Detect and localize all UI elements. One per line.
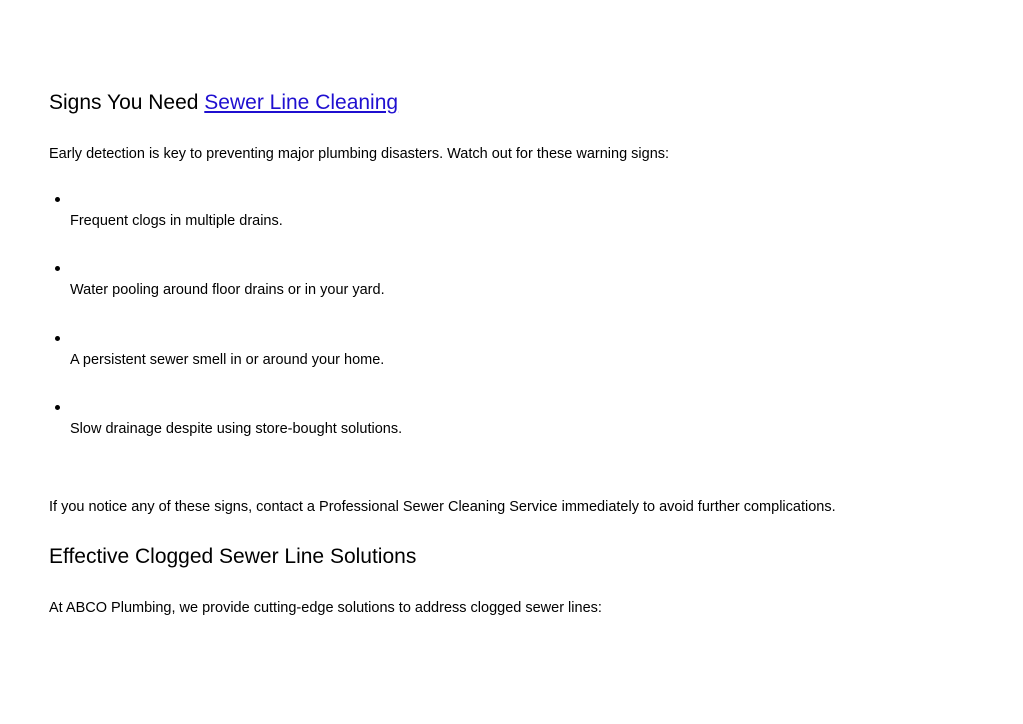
heading-signs [49, 89, 398, 117]
signs-closing: If you notice any of these signs, contact a Professional Sewer Cleaning Service immediately to avoid further complications. [49, 499, 836, 515]
bullet-icon [55, 336, 60, 341]
heading-solutions: Effective Clogged Sewer Line Solutions [49, 545, 417, 568]
sewer-line-cleaning-link[interactable]: Sewer Line Cleaning [204, 91, 399, 114]
bullet-icon [55, 266, 60, 271]
sign-text: A persistent sewer smell in or around your home. [70, 352, 385, 368]
sign-text: Slow drainage despite using store-bought solutions. [70, 421, 403, 437]
list-item [49, 336, 749, 386]
sign-text: Water pooling around floor drains or in your yard. [70, 282, 385, 298]
list-item [49, 197, 749, 247]
heading-signs-prefix: Signs You Need [49, 91, 205, 114]
list-item [49, 405, 749, 455]
signs-intro: Early detection is key to preventing major plumbing disasters. Watch out for these warning signs: [49, 146, 670, 162]
bullet-icon [55, 405, 60, 410]
bullet-icon [55, 197, 60, 202]
list-item [49, 266, 749, 316]
sign-text: Frequent clogs in multiple drains. [70, 213, 283, 229]
solutions-intro: At ABCO Plumbing, we provide cutting-edge solutions to address clogged sewer lines: [49, 600, 602, 616]
